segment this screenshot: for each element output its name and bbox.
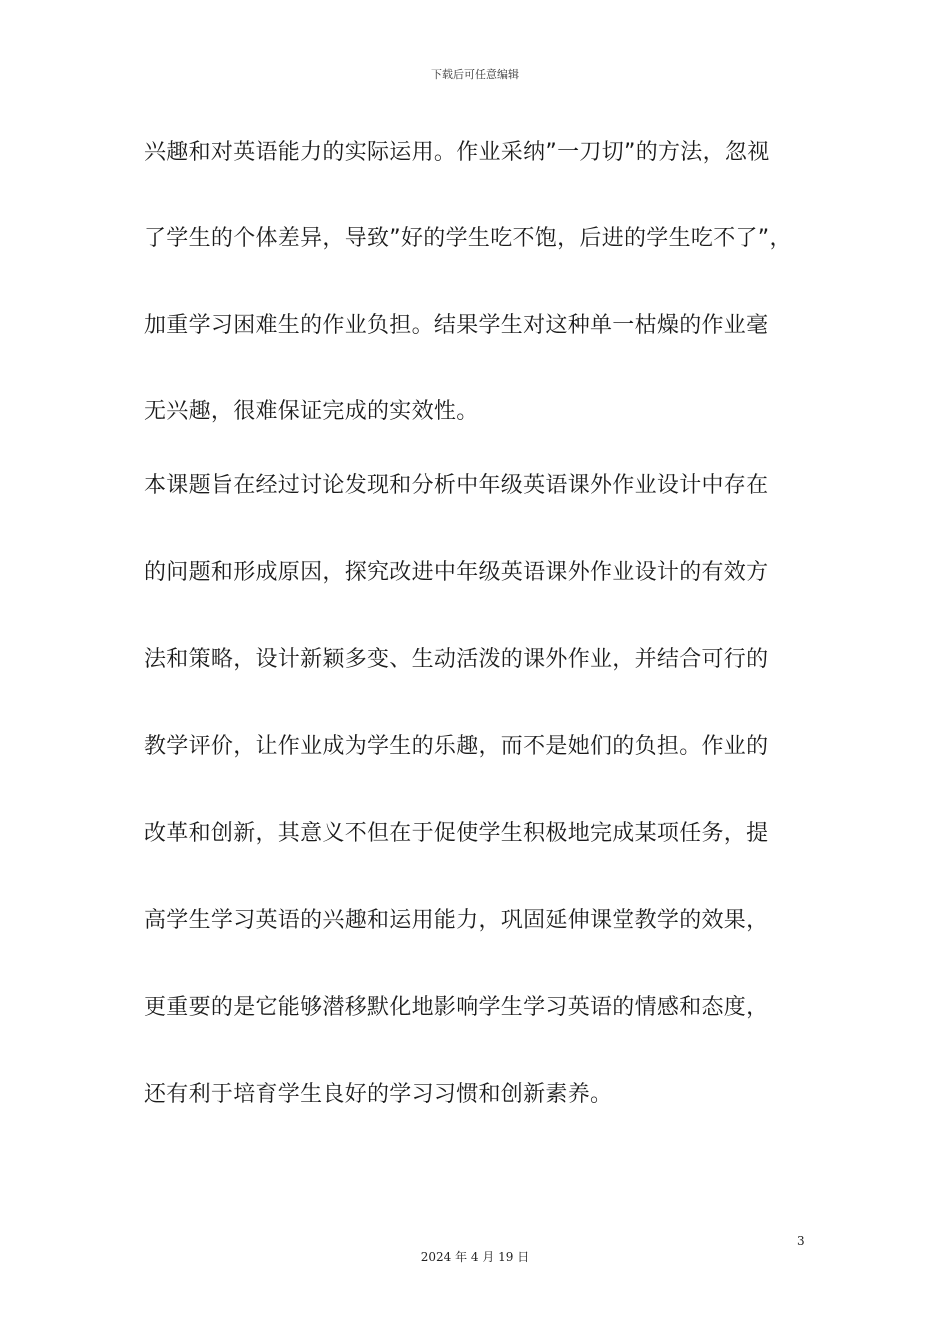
text-line: 教学评价，让作业成为学生的乐趣，而不是她们的负担。作业的	[144, 734, 769, 759]
footer-date: 2024 年 4 月 19 日	[420, 1250, 530, 1264]
text-line: 加重学习困难生的作业负担。结果学生对这种单一枯燥的作业毫	[144, 313, 769, 338]
text-line: 无兴趣，很难保证完成的实效性。	[144, 399, 479, 424]
text-line: 还有利于培育学生良好的学习习惯和创新素养。	[144, 1082, 613, 1107]
text-line: 改革和创新，其意义不但在于促使学生积极地完成某项任务，提	[144, 821, 769, 846]
text-line: 法和策略，设计新颖多变、生动活泼的课外作业，并结合可行的	[144, 647, 769, 672]
text-line: 的问题和形成原因，探究改进中年级英语课外作业设计的有效方	[144, 560, 769, 585]
text-line: 本课题旨在经过讨论发现和分析中年级英语课外作业设计中存在	[144, 473, 769, 498]
page-number: 3	[797, 1234, 805, 1248]
text-line: 高学生学习英语的兴趣和运用能力，巩固延伸课堂教学的效果，	[144, 908, 769, 933]
text-line: 更重要的是它能够潜移默化地影响学生学习英语的情感和态度，	[144, 995, 769, 1020]
text-line: 兴趣和对英语能力的实际运用。作业采纳”一刀切”的方法，忽视	[144, 140, 770, 165]
header-note: 下载后可任意编辑	[431, 68, 519, 81]
text-line: 了学生的个体差异，导致”好的学生吃不饱，后进的学生吃不了”，	[144, 226, 792, 251]
